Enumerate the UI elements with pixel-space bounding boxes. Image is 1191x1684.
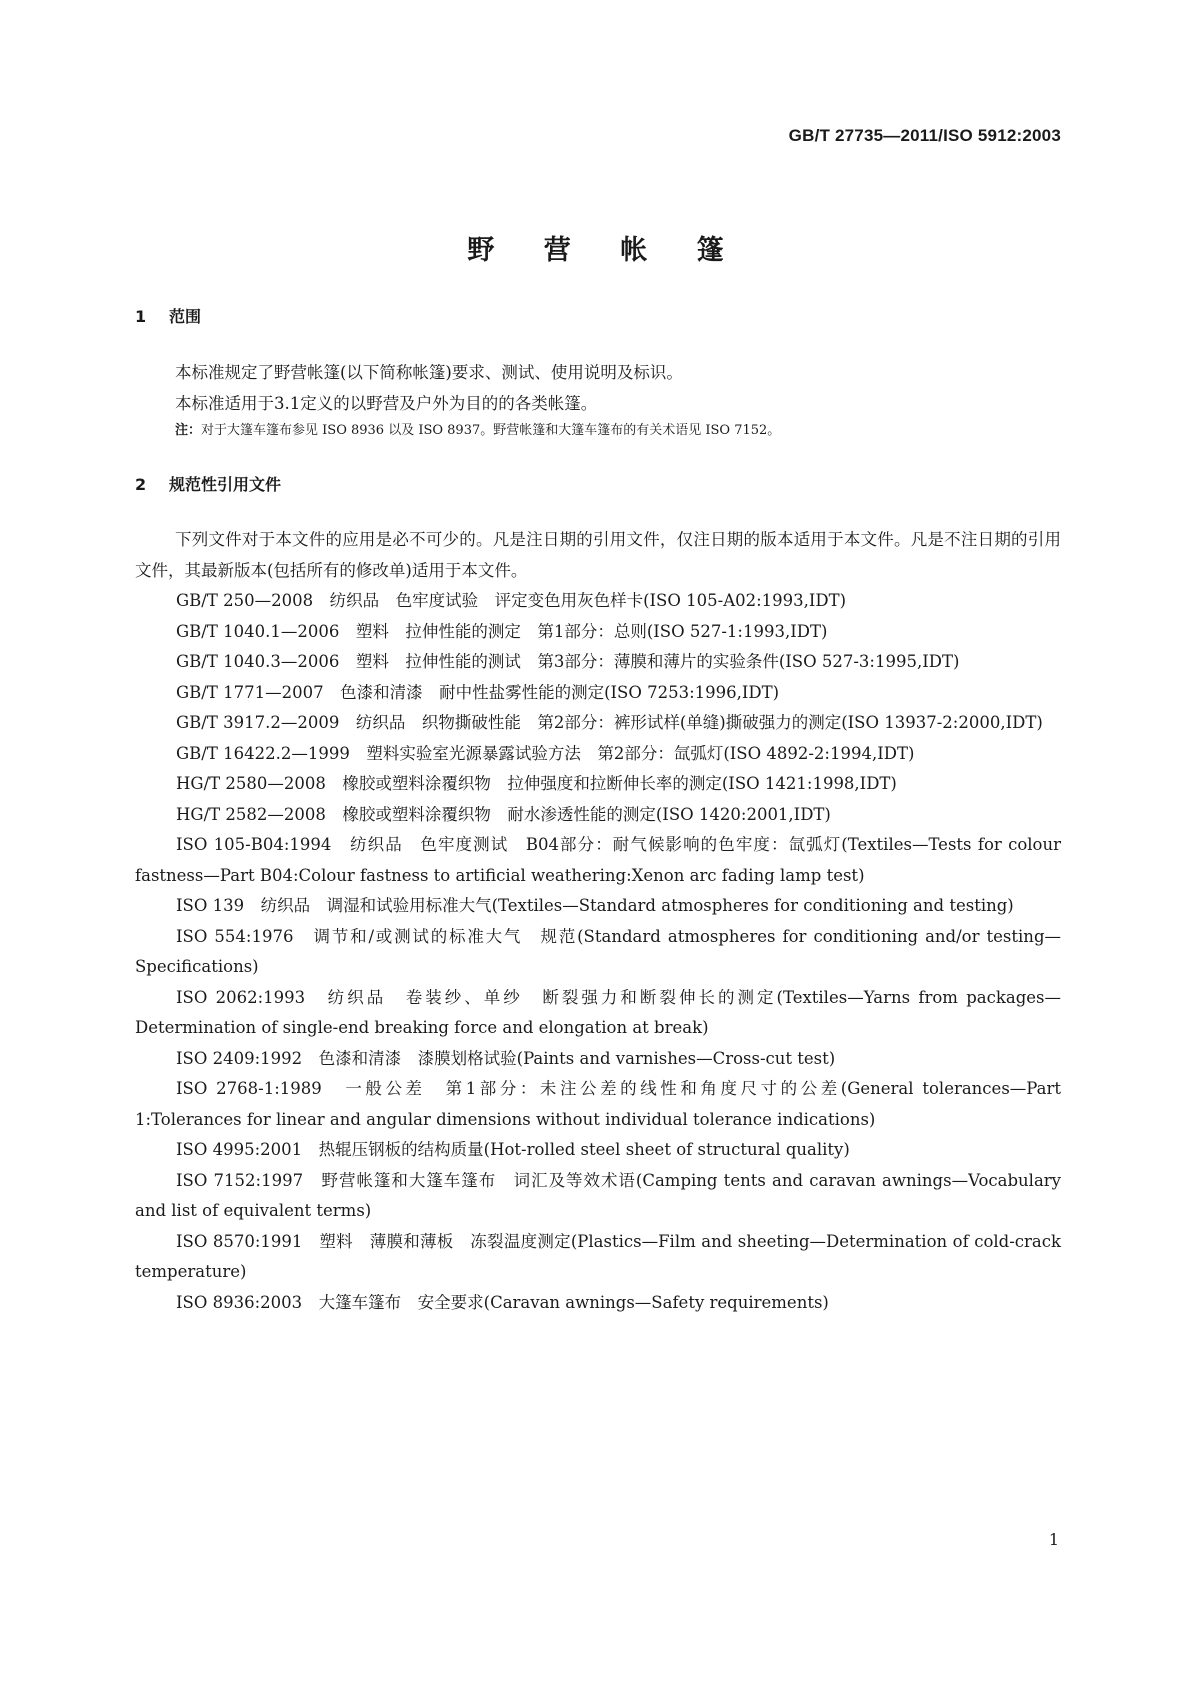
reference-item: ISO 2768-1:1989 一般公差 第1部分：未注公差的线性和角度尺寸的公差(General tolerances—Part 1:Tolerances for linear and angular dimensions without individual tolerance indications) (135, 1079, 1061, 1129)
reference-item: GB/T 250—2008 纺织品 色牢度试验 评定变色用灰色样卡(ISO 105-A02:1993,IDT) (176, 591, 847, 610)
note-label: 注： (175, 423, 202, 438)
reference-item: GB/T 3917.2—2009 纺织品 织物撕破性能 第2部分：裤形试样(单缝)撕破强力的测定(ISO 13937-2:2000,IDT) (176, 713, 1043, 732)
reference-item: ISO 2409:1992 色漆和清漆 漆膜划格试验(Paints and varnishes—Cross-cut test) (176, 1048, 836, 1068)
reference-item: ISO 8936:2003 大篷车篷布 安全要求(Caravan awnings—Safety requirements) (176, 1292, 829, 1312)
reference-item: HG/T 2580—2008 橡胶或塑料涂覆织物 拉伸强度和拉断伸长率的测定(ISO 1421:1998,IDT) (176, 774, 897, 793)
section-number: 1 (135, 307, 147, 326)
paragraph: 本标准适用于3.1定义的以野营及户外为目的的各类帐篷。 (175, 393, 598, 413)
section-number: 2 (135, 475, 147, 494)
section-2-heading (135, 472, 281, 495)
reference-item: ISO 7152:1997 野营帐篷和大篷车篷布 词汇及等效术语(Camping tents and caravan awnings—Vocabulary and list of equivalent terms) (135, 1170, 1061, 1220)
reference-item: ISO 4995:2001 热辊压钢板的结构质量(Hot-rolled steel sheet of structural quality) (176, 1140, 850, 1159)
page-title: 野 营 帐 篷 (467, 235, 744, 266)
section-title: 规范性引用文件 (169, 475, 282, 494)
reference-item: GB/T 1040.1—2006 塑料 拉伸性能的测定 第1部分：总则(ISO 527-1:1993,IDT) (176, 621, 828, 641)
paragraph: 本标准规定了野营帐篷(以下简称帐篷)要求、测试、使用说明及标识。 (175, 363, 683, 382)
document-code: GB/T 27735—2011/ISO 5912:2003 (788, 126, 1061, 145)
reference-item: ISO 139 纺织品 调湿和试验用标准大气(Textiles—Standard atmospheres for conditioning and testing) (176, 896, 1014, 915)
reference-item: GB/T 1040.3—2006 塑料 拉伸性能的测试 第3部分：薄膜和薄片的实验条件(ISO 527-3:1995,IDT) (176, 652, 960, 671)
reference-item: ISO 554:1976 调节和/或测试的标准大气 规范(Standard atmospheres for conditioning and/or testing—Specifications) (135, 926, 1061, 976)
note-text: 对于大篷车篷布参见 ISO 8936 以及 ISO 8937。野营帐篷和大篷车篷布的有关术语见 ISO 7152。 (201, 423, 781, 438)
section-1-heading (135, 304, 201, 327)
note (135, 419, 1061, 443)
page-number: 1 (1048, 1530, 1059, 1549)
reference-item: HG/T 2582—2008 橡胶或塑料涂覆织物 耐水渗透性能的测定(ISO 1420:2001,IDT) (176, 804, 831, 824)
section-1-body (135, 358, 1061, 443)
reference-item: GB/T 16422.2—1999 塑料实验室光源暴露试验方法 第2部分：氙弧灯(ISO 4892-2:1994,IDT) (176, 743, 915, 763)
reference-item: GB/T 1771—2007 色漆和清漆 耐中性盐雾性能的测定(ISO 7253:1996,IDT) (176, 682, 780, 702)
reference-item: ISO 105-B04:1994 纺织品 色牢度测试 B04部分：耐气候影响的色牢度：氙弧灯(Textiles—Tests for colour fastness—Part B04:Colour fastness to artificial weathering:Xenon arc fading lamp test) (135, 835, 1061, 885)
paragraph: 下列文件对于本文件的应用是必不可少的。凡是注日期的引用文件，仅注日期的版本适用于本文件。凡是不注日期的引用文件，其最新版本(包括所有的修改单)适用于本文件。 (135, 530, 1061, 580)
reference-item: ISO 2062:1993 纺织品 卷装纱、单纱 断裂强力和断裂伸长的测定(Textiles—Yarns from packages—Determination of single-end breaking force and elongation at break) (135, 987, 1061, 1037)
section-2-body (135, 525, 1061, 1318)
section-title: 范围 (169, 307, 202, 326)
reference-item: ISO 8570:1991 塑料 薄膜和薄板 冻裂温度测定(Plastics—Film and sheeting—Determination of cold-crack temperature) (135, 1231, 1061, 1281)
reference-list (135, 586, 1061, 1318)
